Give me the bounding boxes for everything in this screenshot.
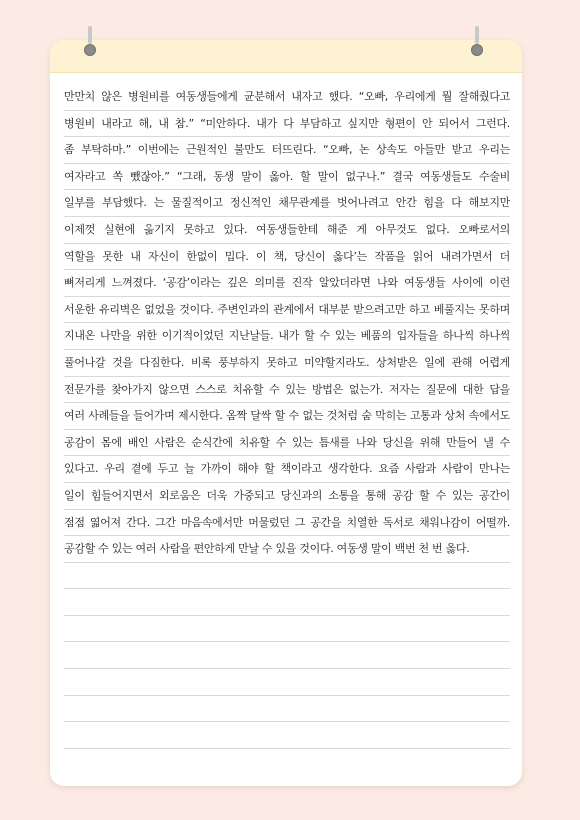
text-line: 좀 부탁하마.” 이번에는 근원적인 불만도 터뜨린다. “오빠, 논 상속도 아들만 받고 우리는 (64, 137, 510, 164)
blank-ruled-line (64, 616, 510, 643)
text-line: 공감할 수 있는 여러 사람을 편안하게 만날 수 있을 것이다. 여동생 말이 백번 천 번 옳다. (64, 536, 510, 563)
text-line: 점점 엷어져 간다. 그간 마음속에서만 머물렀던 그 공간을 치열한 독서로 채워나감이 어떨까. (64, 510, 510, 537)
text-line: 있다고. 우리 곁에 두고 늘 가까이 해야 할 책이라고 생각한다. 요즘 사람과 사람이 만나는 (64, 456, 510, 483)
blank-ruled-line (64, 589, 510, 616)
text-line: 병원비 내라고 해, 내 참.” “미안하다. 내가 다 부담하고 싶지만 형편이 안 되어서 그런다. (64, 111, 510, 138)
text-line: 여러 사례들을 들어가며 제시한다. 옴짝 달싹 할 수 없는 것처럼 숨 막히는 고통과 상처 속에서도 (64, 403, 510, 430)
binder-ring-right-icon (471, 30, 483, 58)
text-line: 지내온 나만을 위한 이기적이었던 지난날들. 내가 할 수 있는 베품의 입자들을 하나씩 하나씩 (64, 323, 510, 350)
text-line: 일부를 부담했다. 는 물질적이고 정신적인 채무관계를 벗어나려고 안간 힘을 다 해보지만 (64, 190, 510, 217)
text-line: 뼈저리게 느껴졌다. ‘공감’이라는 깊은 의미를 진작 알았더라면 나와 여동생들 사이에 이런 (64, 270, 510, 297)
binder-ring-left-icon (84, 30, 96, 58)
blank-ruled-line (64, 642, 510, 669)
ruled-text-area (64, 84, 510, 749)
text-line: 이제껏 실현에 옮기지 못하고 있다. 여동생들한테 해준 게 아무것도 없다. 오빠로서의 (64, 217, 510, 244)
blank-ruled-line (64, 696, 510, 723)
text-line: 일이 힘들어지면서 외로움은 더욱 가중되고 당신과의 소통을 통해 공감 할 수 있는 공간이 (64, 483, 510, 510)
blank-ruled-line (64, 669, 510, 696)
text-line: 서운한 유리벽은 없었을 것이다. 주변인과의 관계에서 대부분 받으려고만 하고 베풀지는 못하며 (64, 297, 510, 324)
text-line: 공감이 몸에 배인 사람은 순식간에 치유할 수 있는 틈새를 나와 당신을 위해 만들어 낼 수 (64, 430, 510, 457)
text-line: 전문가를 찾아가지 않으면 스스로 치유할 수 있는 방법은 없는가. 저자는 질문에 대한 답을 (64, 377, 510, 404)
blank-ruled-line (64, 563, 510, 590)
text-line: 만만치 않은 병원비를 여동생들에게 균분해서 내자고 했다. “오빠, 우리에게 뭘 잘해줬다고 (64, 84, 510, 111)
text-line: 풀어나갈 것을 다짐한다. 비록 풍부하지 못하고 미약할지라도. 상처받은 일에 관해 어렵게 (64, 350, 510, 377)
text-line: 역할을 못한 내 자신이 한없이 밉다. 이 책, 당신이 옳다’는 작품을 읽어 내려가면서 더 (64, 244, 510, 271)
notepad-header-band (50, 40, 522, 73)
text-line: 여자라고 쏙 뺐잖아.” “그래, 동생 말이 옳아. 할 말이 없구나.” 결국 여동생들도 수술비 (64, 164, 510, 191)
blank-ruled-line (64, 722, 510, 749)
